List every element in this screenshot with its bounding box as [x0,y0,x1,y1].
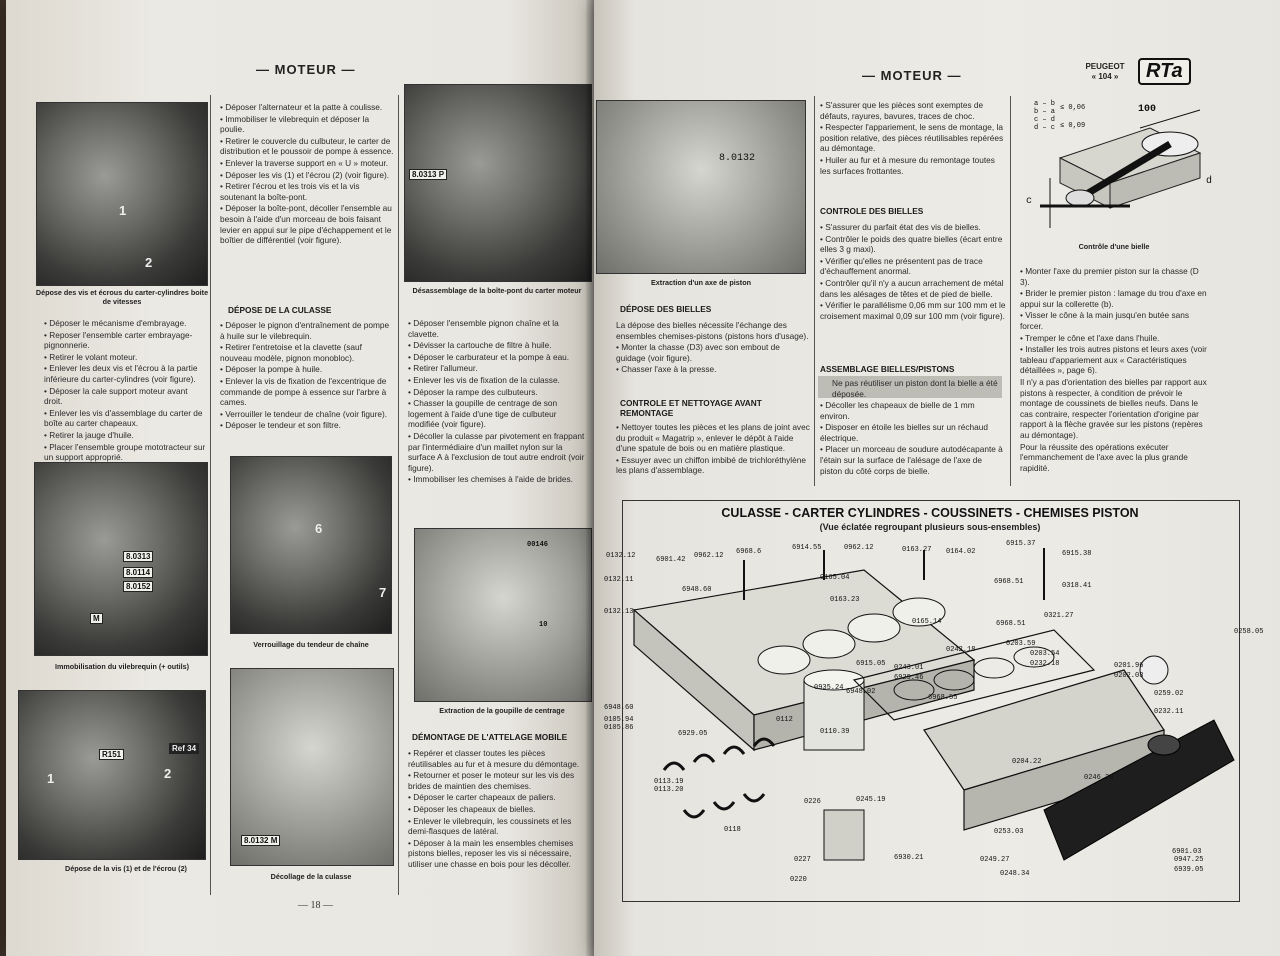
section-heading: CONTROLE DES BIELLES [820,206,924,216]
part-ref-label: 6968.51 [996,620,1026,628]
section-heading: DÉMONTAGE DE L'ATTELAGE MOBILE [412,732,568,742]
part-ref-label: 0118 [724,826,741,834]
part-ref-label: 6929.05 [678,730,708,738]
paragraph: • Décoller la culasse par pivotement en frappant par l'intermédiaire d'un maillet nylon sur la surface A à l'exclusion de tout autre endroit (voir figure). [408,430,585,473]
highlight-note: Ne pas réutiliser un piston dont la bielle a été déposée. [832,378,998,399]
paragraph: • Déposer le carburateur et la pompe à eau. [408,351,570,362]
photo-piston-pin-extraction [596,100,806,274]
part-ref-label: 6914.55 [792,544,822,552]
part-ref-label: 6901.03 [1172,848,1202,856]
photo-crankshaft-lock [34,462,208,656]
part-ref-label: 0249.27 [980,856,1010,864]
brand-block [1070,62,1140,82]
section-heading: DÉPOSE DES BIELLES [620,304,712,314]
tolerance-label: b – a [1034,108,1056,116]
paragraph: • S'assurer que les pièces sont exemptes de défauts, rayures, bavures, traces de choc. [820,100,984,121]
paragraph: Il n'y a pas d'orientation des bielles par rapport aux pistons à respecter, à condition de prévoir le montage de coussinets de bielles neufs. Dans le cas contraire, respecter l'orientation d'origine par rapport à la flèche gravée sur les pistons (repères au démontage). [1020,376,1207,440]
exploded-view-title: CULASSE - CARTER CYLINDRES - COUSSINETS - CHEMISES PISTON [721,506,1139,520]
paragraph: • Brider le premier piston : lamage du trou d'axe en appui sur la collerette (b). [1020,288,1207,309]
col3-text [1020,266,1210,474]
paragraph: • Retirer l'écrou et les trois vis et la vis soutenant la boîte-pont. [220,181,360,202]
paragraph: • Enlever les vis d'assemblage du carter de boîte au carter chapeaux. [44,407,203,429]
part-ref-label: 0165.04 [820,574,850,582]
paragraph: Pour la réussite des opérations exécuter l'emmanchement de l'axe avec la plus grande rapidité. [1020,441,1188,473]
photo-gearbox-separation [404,84,592,282]
rta-logo: RTa [1138,58,1191,85]
paragraph: • Immobiliser les chemises à l'aide de brides. [408,474,573,485]
part-ref-label: 0204.22 [1012,758,1042,766]
tool-tag: M [90,613,103,624]
caption-gearbox-screws: Dépose des vis et écrous du carter-cylindres boite de vitesses [35,288,209,306]
paragraph: • Dévisser la cartouche de filtre à huile. [408,340,552,351]
paragraph: • Retirer l'allumeur. [408,363,478,374]
paragraph: • Contrôler qu'il n'y a aucun arrachement de métal dans les alésages de têtes et de pied de bielle. [820,277,1004,299]
part-ref-label: 6915.05 [856,660,886,668]
paragraph: • Installer les trois autres pistons et leurs axes (voir tableau d'appariement aux « Caractéristiques détaillées », page 6). [1020,344,1207,376]
paragraph: • Disposer en étoile les bielles sur un réchaud électrique. [820,422,989,443]
part-ref-label: 0962.12 [844,544,874,552]
paragraph: • Placer l'ensemble groupe mototracteur sur un support approprié. [44,441,206,463]
paragraph: • Déposer le tendeur et son filtre. [220,420,341,431]
paragraph: • Monter la chasse (D3) avec son embout de guidage (voir figure). [616,342,780,363]
exploded-view-drawing [624,540,1236,896]
part-ref-label: 0220 [790,876,807,884]
part-ref-label: 0132.13 [604,608,634,616]
caption-chain-tensioner: Verrouillage du tendeur de chaîne [253,640,369,649]
tolerance-label: a – b [1034,100,1056,108]
section-heading: DÉPOSE DE LA CULASSE [228,305,332,315]
caption-connecting-rod: Contrôle d'une bielle [1078,242,1150,251]
paragraph: • Chasser la goupille de centrage de son logement à l'aide d'une tige de culbuteur modifiée (voir figure). [408,398,558,430]
part-ref-label: 6948.02 [846,688,876,696]
section-heading: CONTROLE ET NETTOYAGE AVANT REMONTAGE [620,398,762,418]
page-number: — 18 — [298,900,333,911]
column-divider [210,95,211,895]
part-ref-label: 0227 [794,856,811,864]
col3-text [408,318,588,486]
col2-text-bottom [220,320,394,432]
part-ref-label: 0113.20 [654,786,684,794]
tool-tag: 00146 [527,541,549,549]
part-ref-label: 0232.11 [1154,708,1184,716]
paragraph: • Contrôler le poids des quatre bielles (écart entre elles 3 g maxi). [820,233,1003,255]
paragraph: • Déposer l'alternateur et la patte à coulisse. [220,102,383,112]
paragraph: • Retirer le couvercle du culbuteur, le carter de distribution et le poussoir de pompe à essence. [220,135,394,157]
model-name: « 104 » [1091,72,1119,81]
paragraph: • Visser le cône à la main jusqu'en butée sans forcer. [1020,310,1189,331]
paragraph: • Déposer les chapeaux de bielles. [408,803,536,814]
label-10: 10 [539,621,548,629]
caption-gearbox-separation: Désassemblage de la boîte-pont du carter moteur [412,286,582,295]
label-2: 2 [145,255,153,270]
paragraph: • Monter l'axe du premier piston sur la chasse (D 3). [1020,266,1199,287]
part-ref-label: 0947.25 [1174,856,1204,864]
part-ref-label: 0165.14 [912,618,942,626]
col1-text1 [616,320,810,376]
right-header: — MOTEUR — [862,68,962,83]
column-divider [1010,96,1011,486]
part-ref-label: 0105.86 [604,724,634,732]
tolerance-label: c – d [1034,116,1056,124]
part-ref-label: 0105.94 [604,716,634,724]
col3-text-bottom [408,748,588,871]
part-ref-label: 6915.38 [1062,550,1092,558]
part-ref-label: 6968.6 [736,548,762,556]
tool-tag: 8.0313 [123,551,153,562]
paragraph: • Enlever la traverse support en « U » moteur. [220,157,389,168]
tool-tag: 8.0152 [123,581,153,592]
paragraph: • Chasser l'axe à la presse. [616,364,717,375]
part-ref-label: 6948.60 [682,586,712,594]
paragraph: • Respecter l'appariement, le sens de montage, la position relative, des pièces réutilisables repérées au démontage. [820,122,1004,154]
paragraph: • Déposer les vis (1) et l'écrou (2) (voir figure). [220,169,390,180]
paragraph: • Retourner et poser le moteur sur les vis des brides de maintien des chemises. [408,770,575,791]
part-ref-label: 0259.02 [1154,690,1184,698]
paragraph: • Tremper le cône et l'axe dans l'huile. [1020,332,1160,343]
dimension-label: d [1206,176,1213,187]
paragraph: • Déposer le mécanisme d'embrayage. [44,318,187,328]
part-ref-label: 6930.21 [894,854,924,862]
part-ref-label: 0202.03 [1114,672,1144,680]
paragraph: • Déposer la rampe des culbuteurs. [408,386,538,397]
dimension-label: c [1026,196,1033,207]
part-ref-label: 0226 [804,798,821,806]
tool-tag: 8.0114 [123,567,153,578]
photo-gearbox-screws [36,102,208,286]
column-divider [814,96,815,486]
paragraph: • Retirer l'entretoise et la clavette (sauf nouveau modèle, pignon monobloc). [220,342,362,363]
part-ref-label: 6948.60 [604,704,634,712]
paragraph: • Déposer le carter chapeaux de paliers. [408,792,556,803]
paragraph: • Nettoyer toutes les pièces et les plans de joint avec du produit « Magatrip », enlever le dépôt à l'aide d'une spatule de bois ou en matière plastique. [616,422,810,454]
paragraph: • Retirer la jauge d'huile. [44,429,134,440]
tolerance-value: ≤ 0,06 [1060,104,1086,112]
part-ref-label: 0112 [776,716,793,724]
part-ref-label: 0163.23 [830,596,860,604]
tool-tag: R151 [99,749,124,760]
photo-screw-nut-removal [18,690,206,860]
caption-pin-extraction: Extraction de la goupille de centrage [439,706,565,715]
part-ref-label: 6915.37 [1006,540,1036,548]
column-divider [398,95,399,895]
photo-head-release [230,668,394,866]
part-ref-label: 0245.19 [856,796,886,804]
part-ref-label: 0163.27 [902,546,932,554]
tool-tag: 8.0313 P [409,169,447,180]
caption-head-release: Décollage de la culasse [270,872,352,881]
tolerance-label: d – c [1034,124,1056,132]
part-ref-label: 0164.02 [946,548,976,556]
part-ref-label: 0962.12 [694,552,724,560]
paragraph: • Enlever la vis de fixation de l'excentrique de commande de pompe à essence sur l'arbre à cames. [220,375,387,408]
tool-tag: Ref 34 [169,743,199,754]
part-ref-label: 6968.51 [994,578,1024,586]
part-ref-label: 0253.03 [994,828,1024,836]
caption-piston-pin-extraction: Extraction d'un axe de piston [651,278,751,287]
paragraph: • Déposer le pignon d'entraînement de pompe à huile sur le vilebrequin. [220,320,390,341]
paragraph: • Essuyer avec un chiffon imbibé de trichloréthylène les plans d'assemblage. [616,454,806,476]
left-page [6,0,594,956]
part-ref-label: 0203.54 [1030,650,1060,658]
paragraph: • Enlever les deux vis et l'écrou à la partie inférieure du carter-cylindres (voir figure). [44,363,198,384]
part-ref-label: 0242.18 [946,646,976,654]
left-header: — MOTEUR — [256,62,356,77]
part-ref-label: 0232.18 [1030,660,1060,668]
part-ref-label: 0318.41 [1062,582,1092,590]
part-ref-label: 0132.12 [606,552,636,560]
paragraph: • Immobiliser le vilebrequin et déposer la poulie. [220,113,370,135]
label-1: 1 [47,771,55,786]
photo-pin-extraction [414,528,592,702]
paragraph: • Déposer la cale support moteur avant droit. [44,385,188,407]
paragraph: • Déposer la boîte-pont, décoller l'ensemble au besoin à l'aide d'un morceau de bois faisant levier en appui sur le pipe d'échappement et le boîtier de différentiel (voir figure). [220,203,392,246]
paragraph: • S'assurer du parfait état des vis de bielles. [820,222,981,232]
brand-name: PEUGEOT [1085,62,1125,71]
paragraph: • Repérer et classer toutes les pièces réutilisables au fur et à mesure du démontage. [408,748,580,769]
paragraph: • Verrouiller le tendeur de chaîne (voir figure). [220,408,388,419]
section-heading: ASSEMBLAGE BIELLES/PISTONS [820,364,955,374]
part-ref-label: 0201.96 [1114,662,1144,670]
col2-text1 [820,100,1006,177]
tolerance-value: ≤ 0,09 [1060,122,1086,130]
part-ref-label: 0248.34 [1000,870,1030,878]
exploded-view-subtitle: (Vue éclatée regroupant plusieurs sous-ensembles) [819,522,1041,532]
caption-crankshaft-lock: Immobilisation du vilebrequin (+ outils) [55,662,189,671]
tool-tag: 8.0132 [719,153,756,164]
paragraph: • Déposer l'ensemble pignon chaîne et la clavette. [408,318,559,339]
dimension-label: 100 [1138,104,1157,115]
part-ref-label: 6968.55 [928,694,958,702]
part-ref-label: 0246.20 [1084,774,1114,782]
label-7: 7 [379,585,387,600]
paragraph: • Enlever les vis de fixation de la culasse. [408,374,560,385]
col1-text [44,318,208,464]
col2-text-top [220,102,394,247]
paragraph: La dépose des bielles nécessite l'échange des ensembles chemises-pistons (pistons hors d'usage). [616,320,809,341]
label-6: 6 [315,521,323,536]
paragraph: • Vérifier qu'elles ne présentent pas de trace d'échauffement anormal. [820,255,983,277]
part-ref-label: 6929.46 [894,674,924,682]
right-page [594,0,1280,956]
label-1: 1 [119,203,127,218]
part-ref-label: 0203.59 [1006,640,1036,648]
paragraph: • Déposer la pompe à huile. [220,364,323,375]
label-2: 2 [164,766,172,781]
paragraph: • Décoller les chapeaux de bielle de 1 mm environ. [820,400,975,421]
part-ref-label: 0113.19 [654,778,684,786]
paragraph: • Déposer à la main les ensembles chemises pistons bielles, reposer les vis si nécessaire, utiliser une chasse en bois pour les décoller. [408,837,574,869]
part-ref-label: 0935.24 [814,684,844,692]
col2-text3 [820,400,1006,477]
part-ref-label: 0243.01 [894,664,924,672]
col1-text2 [616,422,810,477]
paragraph: • Placer un morceau de soudure autodécapante à l'étain sur la surface de l'alésage de l'axe de piston du côté corps de bielle. [820,444,1003,476]
tool-tag: 8.0132 M [241,835,280,846]
col2-text2 [820,222,1006,322]
part-ref-label: 0110.39 [820,728,850,736]
part-ref-label: 0132.11 [604,576,634,584]
paragraph: • Huiler au fur et à mesure du remontage toutes les surfaces frottantes. [820,154,995,176]
caption-screw-nut-removal: Dépose de la vis (1) et de l'écrou (2) [65,864,187,873]
paragraph: • Enlever le vilebrequin, les coussinets et les demi-flasques de latéral. [408,815,572,837]
paragraph: • Retirer le volant moteur. [44,351,138,362]
part-ref-label: 0258.05 [1234,628,1264,636]
tolerance-labels [1034,100,1055,132]
part-ref-label: 6939.05 [1174,866,1204,874]
paragraph: • Vérifier le parallélisme 0,06 mm sur 100 mm et le croisement maximal 0,09 sur 100 mm (voir figure). [820,300,1006,321]
paragraph: • Reposer l'ensemble carter embrayage-pignonnerie. [44,329,193,351]
part-ref-label: 6901.42 [656,556,686,564]
part-ref-label: 0321.27 [1044,612,1074,620]
photo-chain-tensioner [230,456,392,634]
